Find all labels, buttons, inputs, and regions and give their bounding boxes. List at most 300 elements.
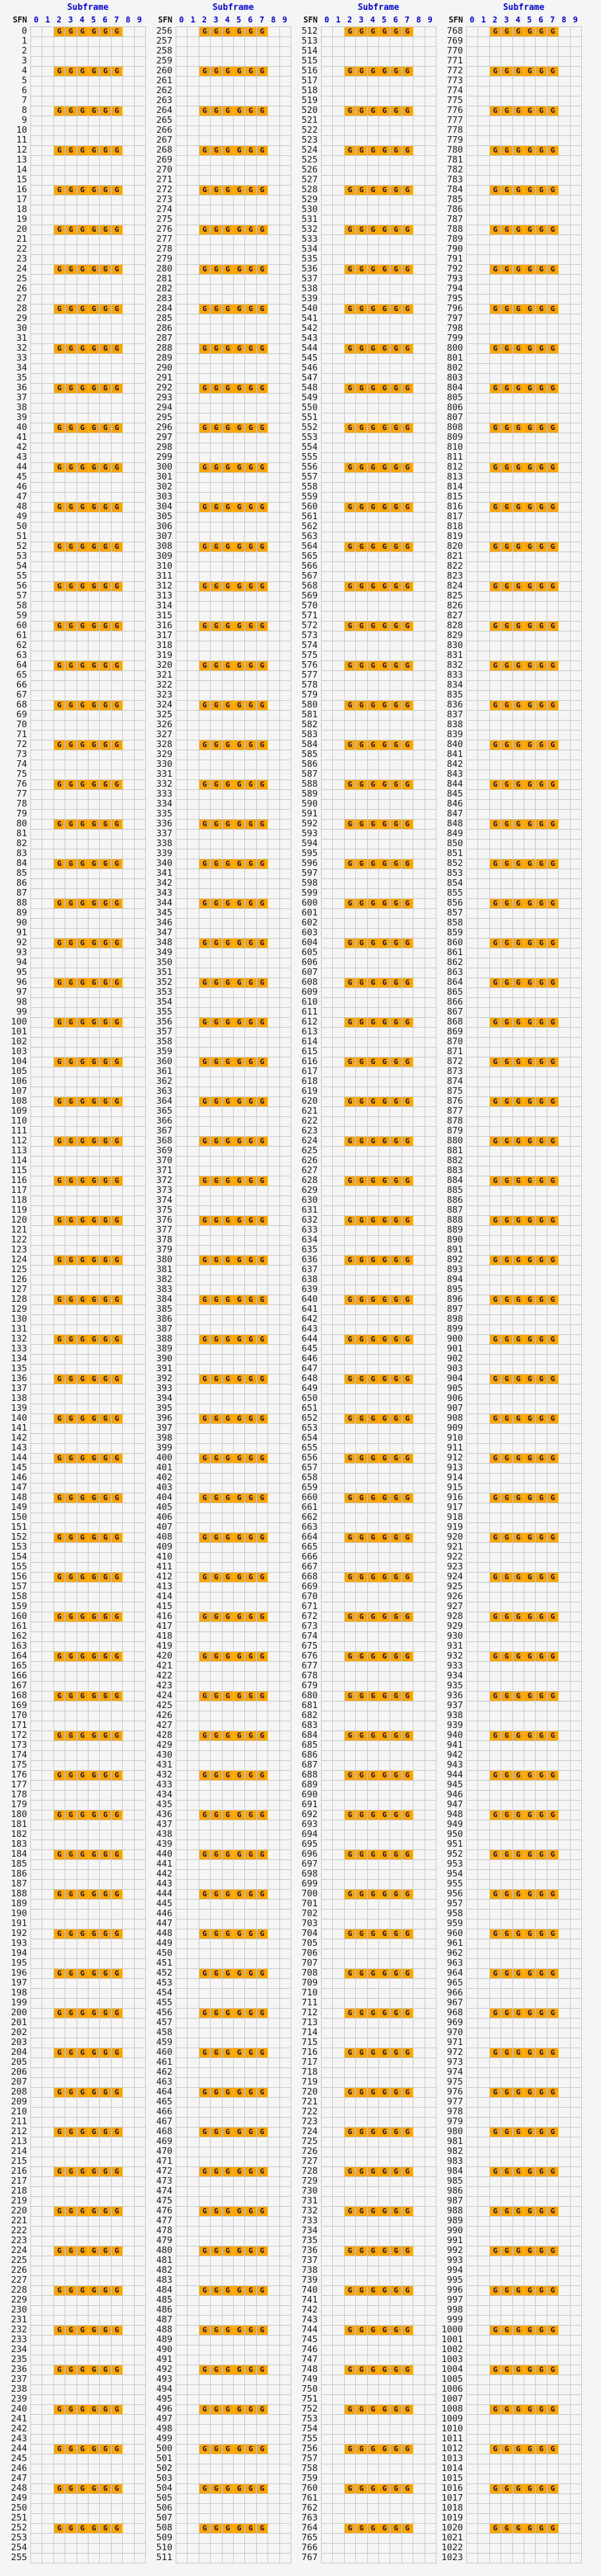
- subframe-cell: [280, 205, 291, 215]
- subframe-cell: [280, 631, 291, 641]
- subframe-cell: [199, 879, 211, 889]
- subframe-cell: [268, 37, 279, 47]
- subframe-cell: [199, 334, 211, 344]
- sfn-row: [31, 2445, 146, 2454]
- sfn-row: [176, 473, 291, 483]
- subframe-cell-g: G: [54, 859, 65, 869]
- subframe-cell: [65, 1860, 77, 1870]
- subframe-cell-g: G: [100, 2009, 111, 2019]
- subframe-cell: [245, 1008, 256, 1018]
- subframe-cell: [123, 2157, 134, 2167]
- subframe-cell: [199, 1434, 211, 1444]
- subframe-cell: [77, 1503, 88, 1513]
- subframe-cell: [100, 1701, 111, 1711]
- subframe-cell: [42, 2197, 53, 2207]
- subframe-cell: [54, 1157, 65, 1166]
- sfn-row: [31, 1602, 146, 1612]
- subframe-cell: [135, 2167, 146, 2177]
- subframe-cell: [245, 1275, 256, 1285]
- subframe-cell: [42, 2058, 53, 2068]
- subframe-cell: [123, 1077, 134, 1087]
- subframe-cell: [54, 948, 65, 958]
- subframe-cell: [176, 899, 188, 909]
- subframe-cell: [135, 1444, 146, 1454]
- subframe-cell: [188, 87, 199, 96]
- subframe-cell: [176, 681, 188, 691]
- subframe-cell: [31, 2464, 42, 2474]
- subframe-cell-g: G: [112, 265, 123, 275]
- subframe-cell: [176, 483, 188, 493]
- sfn-row-label: 108: [11, 1096, 27, 1106]
- subframe-cell: [88, 592, 100, 602]
- subframe-cell: [65, 374, 77, 384]
- subframe-cell: [176, 968, 188, 978]
- subframe-cell: [65, 1345, 77, 1355]
- subframe-cell: [188, 116, 199, 126]
- subframe-cell: [54, 2276, 65, 2286]
- subframe-cell: [42, 522, 53, 532]
- subframe-cell: [188, 344, 199, 354]
- subframe-cell: [77, 750, 88, 760]
- subframe-cell: [77, 1989, 88, 1999]
- subframe-cell: [280, 1057, 291, 1067]
- subframe-cell: [280, 225, 291, 235]
- subframe-cell: [31, 1741, 42, 1751]
- subframe-cell: [88, 255, 100, 265]
- subframe-cell: [77, 1840, 88, 1850]
- subframe-cell: [280, 314, 291, 324]
- sfn-row-label: 83: [16, 848, 27, 859]
- sfn-row-label: 387: [156, 1324, 172, 1334]
- subframe-cell: [211, 1067, 222, 1077]
- subframe-cell-g: G: [199, 1335, 211, 1345]
- subframe-cell-g: G: [245, 1335, 256, 1345]
- subframe-cell: [135, 1384, 146, 1394]
- subframe-cell: [42, 265, 53, 275]
- subframe-cell: [54, 840, 65, 849]
- subframe-cell: [199, 988, 211, 998]
- subframe-cell: [77, 136, 88, 146]
- subframe-cell: [245, 602, 256, 612]
- subframe-cell: [42, 1711, 53, 1721]
- subframe-cell: [135, 2197, 146, 2207]
- subframe-cell: [257, 522, 268, 532]
- subframe-cell-g: G: [223, 186, 234, 196]
- subframe-cell: [188, 1365, 199, 1375]
- subframe-cell: [88, 2296, 100, 2306]
- subframe-cell: [54, 47, 65, 57]
- sfn-row: [31, 116, 146, 126]
- subframe-cell: [280, 592, 291, 602]
- subframe-cell: [135, 1910, 146, 1919]
- sfn-row: [31, 1791, 146, 1801]
- subframe-cell-g: G: [77, 661, 88, 671]
- subframe-cell: [223, 552, 234, 562]
- subframe-cell: [31, 810, 42, 820]
- subframe-cell-g: G: [88, 859, 100, 869]
- subframe-cell: [54, 1365, 65, 1375]
- subframe-cell: [77, 483, 88, 493]
- subframe-cell: [31, 394, 42, 404]
- sfn-row-label: 206: [11, 2067, 27, 2077]
- subframe-cell: [123, 1830, 134, 1840]
- subframe-cell: [176, 631, 188, 641]
- subframe-cell: [123, 314, 134, 324]
- subframe-cell: [123, 820, 134, 830]
- subframe-cell: [54, 57, 65, 67]
- subframe-cell: [188, 215, 199, 225]
- subframe-cell: [31, 1949, 42, 1959]
- subframe-cell: [199, 1315, 211, 1325]
- subframe-cell-g: G: [234, 1057, 245, 1067]
- subframe-cell: [42, 1919, 53, 1929]
- sfn-row-label: 277: [156, 234, 172, 244]
- subframe-cell: [112, 87, 123, 96]
- subframe-cell-g: G: [100, 1810, 111, 1820]
- sfn-row-label: 504: [156, 2483, 172, 2493]
- subframe-cell: [112, 681, 123, 691]
- subframe-cell: [135, 2385, 146, 2395]
- sfn-row-label: 257: [156, 36, 172, 46]
- subframe-cell: [77, 2137, 88, 2147]
- subframe-cell: [245, 1166, 256, 1176]
- sfn-row-label: 100: [11, 1017, 27, 1027]
- subframe-cell: [123, 602, 134, 612]
- sfn-row: [176, 532, 291, 542]
- subframe-cell: [223, 1186, 234, 1196]
- subframe-cell: [188, 790, 199, 800]
- sfn-row: [176, 820, 291, 830]
- subframe-cell: [188, 77, 199, 87]
- subframe-cell-g: G: [199, 1256, 211, 1266]
- subframe-cell: [188, 740, 199, 750]
- subframe-cell: [112, 1325, 123, 1335]
- sfn-row-label: 278: [156, 244, 172, 254]
- subframe-cell: [112, 404, 123, 413]
- subframe-cell: [65, 810, 77, 820]
- sfn-row-label: 94: [16, 957, 27, 968]
- subframe-cell: [280, 1355, 291, 1365]
- subframe-cell: [77, 1186, 88, 1196]
- subframe-cell: [31, 1563, 42, 1573]
- subframe-cell: [31, 1919, 42, 1929]
- subframe-cell: [199, 1147, 211, 1157]
- subframe-cell: [188, 1216, 199, 1226]
- subframe-cell: [176, 47, 188, 57]
- subframe-cell: [54, 1404, 65, 1414]
- subframe-cell: [123, 968, 134, 978]
- subframe-cell: [100, 1900, 111, 1910]
- subframe-cell: [31, 2316, 42, 2326]
- sfn-row-label: 372: [156, 1175, 172, 1186]
- sfn-row-label: 360: [156, 1056, 172, 1067]
- sfn-row-label: 478: [156, 2225, 172, 2236]
- subframe-cell-g: G: [54, 2128, 65, 2137]
- subframe-cell: [77, 1860, 88, 1870]
- subframe-cell: [135, 2464, 146, 2474]
- subframe-cell: [100, 760, 111, 770]
- subframe-cell-g: G: [211, 740, 222, 750]
- subframe-cell: [54, 1325, 65, 1335]
- subframe-cell: [257, 840, 268, 849]
- subframe-cell: [100, 1711, 111, 1721]
- subframe-cell-g: G: [112, 1176, 123, 1186]
- subframe-cell: [199, 404, 211, 413]
- subframe-cell: [31, 651, 42, 661]
- subframe-cell: [268, 493, 279, 503]
- sfn-row-label: 362: [156, 1076, 172, 1087]
- sfn-row-label: 486: [156, 2305, 172, 2315]
- sfn-row-label: 379: [156, 1244, 172, 1255]
- subframe-cell: [88, 394, 100, 404]
- subframe-cell: [65, 631, 77, 641]
- subframe-cell: [65, 1840, 77, 1850]
- subframe-cell: [188, 423, 199, 433]
- subframe-cell-g: G: [54, 2524, 65, 2534]
- subframe-cell: [268, 622, 279, 631]
- sfn-row: [31, 1820, 146, 1830]
- subframe-cell: [31, 1305, 42, 1315]
- subframe-cell-g: G: [245, 146, 256, 156]
- sfn-row: [176, 1038, 291, 1048]
- subframe-cell-g: G: [112, 1612, 123, 1622]
- subframe-cell: [188, 770, 199, 780]
- subframe-cell: [223, 1226, 234, 1236]
- subframe-cell: [42, 2415, 53, 2425]
- subframe-cell: [100, 1325, 111, 1335]
- subframe-cell: [176, 235, 188, 245]
- sfn-row-label: 134: [11, 1353, 27, 1364]
- subframe-cell: [54, 87, 65, 96]
- subframe-cell: [123, 1969, 134, 1979]
- subframe-cell-g: G: [257, 463, 268, 473]
- sfn-row-label: 307: [156, 531, 172, 542]
- subframe-cell-g: G: [77, 503, 88, 513]
- subframe-cell-g: G: [100, 1533, 111, 1543]
- subframe-cell: [77, 364, 88, 374]
- sfn-row: [176, 1266, 291, 1275]
- subframe-cell: [100, 1543, 111, 1553]
- subframe-cell: [280, 919, 291, 929]
- subframe-cell: [245, 215, 256, 225]
- subframe-cell: [123, 324, 134, 334]
- subframe-cell-g: G: [112, 622, 123, 631]
- subframe-cell: [245, 1325, 256, 1335]
- subframe-cell: [112, 909, 123, 919]
- subframe-cell: [135, 1493, 146, 1503]
- sfn-row: [31, 879, 146, 889]
- subframe-cell: [54, 2454, 65, 2464]
- subframe-cell-g: G: [245, 978, 256, 988]
- subframe-cell-g: G: [65, 1018, 77, 1028]
- subframe-cell: [135, 2108, 146, 2118]
- sfn-row-label: 120: [11, 1215, 27, 1225]
- subframe-cell: [268, 889, 279, 899]
- subframe-cell: [54, 2504, 65, 2514]
- sfn-row-label: 126: [11, 1274, 27, 1285]
- subframe-cell: [100, 532, 111, 542]
- subframe-cell: [88, 1434, 100, 1444]
- subframe-cell: [54, 1147, 65, 1157]
- subframe-cell-g: G: [223, 740, 234, 750]
- subframe-cell: [77, 2098, 88, 2108]
- subframe-cell: [42, 37, 53, 47]
- subframe-cell: [223, 453, 234, 463]
- subframe-cell: [280, 1117, 291, 1127]
- sfn-row: [31, 1612, 146, 1622]
- subframe-cell: [65, 47, 77, 57]
- subframe-cell: [42, 740, 53, 750]
- subframe-cell-g: G: [65, 2326, 77, 2336]
- sfn-row: [176, 800, 291, 810]
- subframe-cell: [245, 295, 256, 304]
- subframe-cell: [65, 1989, 77, 1999]
- subframe-cell: [42, 1117, 53, 1127]
- subframe-cell: [176, 1057, 188, 1067]
- sfn-row-label: 17: [16, 194, 27, 205]
- sfn-row: [31, 770, 146, 780]
- subframe-cell-g: G: [199, 542, 211, 552]
- sfn-row-label: 180: [11, 1809, 27, 1820]
- sfn-row: [31, 1087, 146, 1097]
- sfn-row-label: 102: [11, 1036, 27, 1047]
- subframe-cell-g: G: [211, 1057, 222, 1067]
- subframe-cell: [268, 968, 279, 978]
- subframe-cell: [42, 1236, 53, 1246]
- sfn-row: [31, 1057, 146, 1067]
- subframe-cell: [88, 1067, 100, 1077]
- subframe-cell: [77, 968, 88, 978]
- subframe-cell: [31, 1384, 42, 1394]
- subframe-cell: [31, 1097, 42, 1107]
- subframe-cell: [268, 532, 279, 542]
- sfn-row-label: 438: [156, 1829, 172, 1840]
- subframe-cell: [77, 2306, 88, 2316]
- subframe-cell: [112, 1543, 123, 1553]
- subframe-cell-g: G: [100, 1375, 111, 1384]
- subframe-cell: [42, 2445, 53, 2454]
- sfn-row-label: 460: [156, 2047, 172, 2057]
- sfn-row-label: 41: [16, 432, 27, 443]
- subframe-cell-g: G: [211, 384, 222, 394]
- subframe-cell: [223, 275, 234, 285]
- sfn-row: [176, 354, 291, 364]
- subframe-cell: [188, 1196, 199, 1206]
- subframe-cell: [31, 2365, 42, 2375]
- subframe-cell: [135, 2534, 146, 2544]
- subframe-cell: [31, 2484, 42, 2494]
- subframe-cell-g: G: [223, 1375, 234, 1384]
- subframe-cell-g: G: [54, 2445, 65, 2454]
- sfn-row: [31, 1038, 146, 1048]
- subframe-cell: [42, 255, 53, 265]
- subframe-cell-g: G: [257, 1414, 268, 1424]
- subframe-cell: [176, 513, 188, 522]
- subframe-cell: [280, 275, 291, 285]
- sfn-row-label: 57: [16, 590, 27, 601]
- subframe-cell: [199, 1484, 211, 1493]
- sfn-row-label: 328: [156, 739, 172, 750]
- subframe-cell: [100, 2068, 111, 2078]
- subframe-cell: [54, 443, 65, 453]
- subframe-cell: [280, 978, 291, 988]
- sfn-row-label: 10: [16, 125, 27, 135]
- subframe-cell: [123, 2048, 134, 2058]
- subframe-cell: [257, 968, 268, 978]
- subframe-cell: [112, 849, 123, 859]
- subframe-cell-g: G: [223, 344, 234, 354]
- sfn-row: [176, 1226, 291, 1236]
- subframe-cell: [135, 1196, 146, 1206]
- subframe-cell: [280, 176, 291, 186]
- subframe-cell: [65, 641, 77, 651]
- subframe-cell: [199, 1444, 211, 1454]
- subframe-cell: [234, 721, 245, 731]
- subframe-cell: [245, 681, 256, 691]
- subframe-cell: [135, 1721, 146, 1731]
- subframe-cell: [31, 47, 42, 57]
- subframe-cell: [135, 592, 146, 602]
- column-header-row: [0, 13, 145, 26]
- column-header-row: [145, 13, 291, 26]
- subframe-cell: [31, 27, 42, 37]
- subframe-cell: [100, 840, 111, 849]
- subframe-cell: [188, 176, 199, 186]
- subframe-cell-g: G: [88, 1969, 100, 1979]
- subframe-cell: [77, 1394, 88, 1404]
- subframe-cell-g: G: [257, 622, 268, 631]
- subframe-cell: [54, 2068, 65, 2078]
- sfn-row-label: 452: [156, 1968, 172, 1978]
- subframe-cell: [123, 1890, 134, 1900]
- subframe-cell: [31, 2405, 42, 2415]
- subframe-cell-g: G: [100, 582, 111, 592]
- subframe-cell-g: G: [100, 1176, 111, 1186]
- subframe-cell: [245, 1077, 256, 1087]
- subframe-cell: [135, 1048, 146, 1057]
- subframe-cell: [112, 770, 123, 780]
- sfn-row-label: 140: [11, 1413, 27, 1423]
- sfn-row: [31, 1424, 146, 1434]
- subframe-cell: [88, 2316, 100, 2326]
- subframe-cell: [223, 37, 234, 47]
- subframe-cell: [100, 2028, 111, 2038]
- subframe-cell: [268, 116, 279, 126]
- subframe-cell: [77, 998, 88, 1008]
- sfn-row: [176, 1256, 291, 1266]
- subframe-cell: [199, 1206, 211, 1216]
- subframe-cell: [245, 235, 256, 245]
- subframe-cell: [54, 1246, 65, 1256]
- subframe-cell: [176, 1216, 188, 1226]
- sfn-row-label: 270: [156, 164, 172, 175]
- sfn-block-0-255: [0, 0, 145, 2563]
- sfn-row-label: 490: [156, 2344, 172, 2355]
- subframe-cell: [188, 1166, 199, 1176]
- subframe-cell-g: G: [77, 1176, 88, 1186]
- subframe-cell-g: G: [77, 2405, 88, 2415]
- subframe-cell: [54, 1781, 65, 1791]
- subframe-cell: [31, 2534, 42, 2544]
- subframe-cell: [199, 1404, 211, 1414]
- subframe-cell: [42, 1761, 53, 1771]
- subframe-cell: [280, 423, 291, 433]
- subframe-cell: [211, 1127, 222, 1137]
- sfn-row-label: 125: [11, 1264, 27, 1275]
- subframe-cell: [112, 413, 123, 423]
- subframe-cell-g: G: [77, 1890, 88, 1900]
- subframe-cell: [77, 532, 88, 542]
